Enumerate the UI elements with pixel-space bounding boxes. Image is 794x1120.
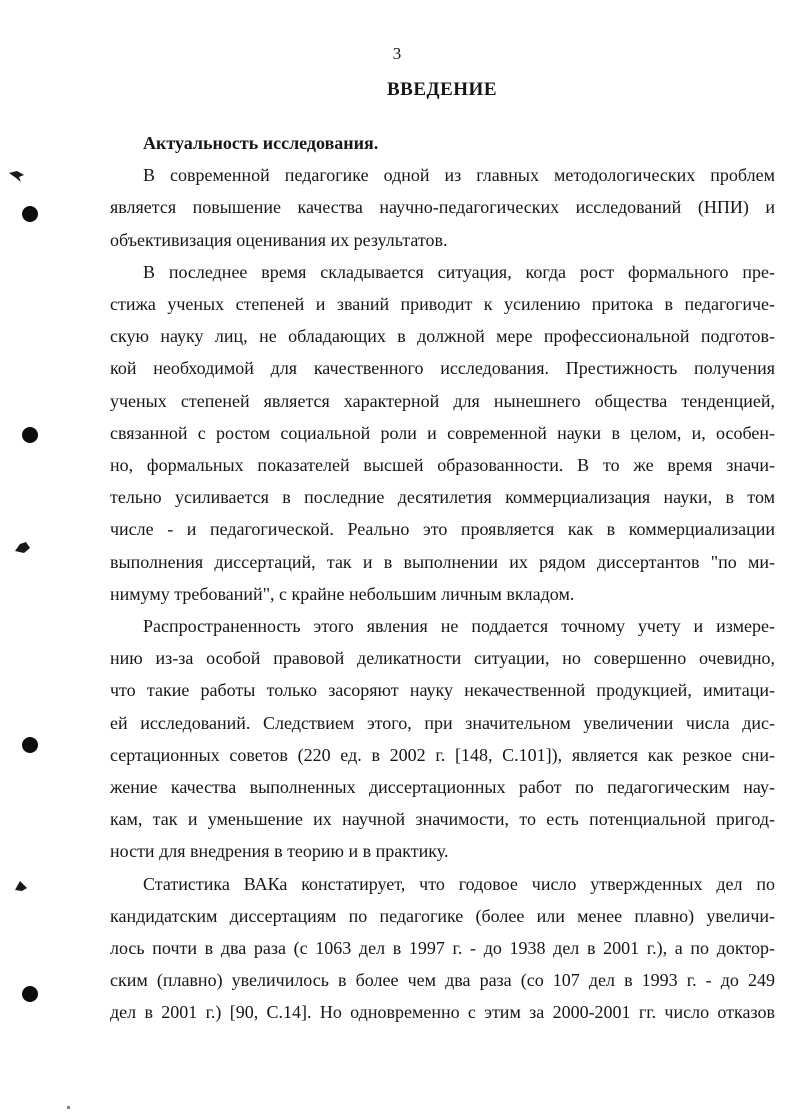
text-line: ей исследований. Следствием этого, при значительном увеличении числа дис- — [110, 712, 775, 733]
text-line: тельно усиливается в последние десятилетия коммерциализация науки, в том — [110, 487, 775, 508]
paragraph-2 — [110, 256, 775, 610]
text-line: лось почти в два раза (с 1063 дел в 1997 г. - до 1938 дел в 2001 г.), а по доктор- — [110, 938, 775, 959]
text-line: кой необходимой для качественного исследования. Престижность получения — [110, 358, 775, 379]
binder-hole-3 — [22, 737, 38, 753]
margin-mark-middle — [14, 541, 32, 560]
text-line: объективизация оценивания их результатов. — [110, 229, 448, 250]
text-line: является повышение качества научно-педагогических исследований (НПИ) и — [110, 197, 775, 218]
paragraph-4 — [110, 868, 775, 1029]
text-line: стижа ученых степеней и званий приводит к усилению притока в педагогиче- — [110, 294, 775, 315]
page-number: 3 — [392, 44, 402, 63]
text-line: выполнения диссертаций, так и в выполнении их рядом диссертантов "по ми- — [110, 551, 775, 572]
text-line: нию из-за особой правовой деликатности ситуации, но совершенно очевидно, — [110, 648, 775, 669]
text-line: Статистика ВАКа констатирует, что годовое число утвержденных дел по — [143, 873, 775, 894]
text-line: связанной с ростом социальной роли и современной науки в целом, и, особен- — [110, 422, 775, 443]
text-line: числе - и педагогической. Реально это проявляется как в коммерциализации — [110, 519, 775, 540]
binder-hole-1 — [22, 206, 38, 222]
text-line: но, формальных показателей высшей образованности. В то же время значи- — [110, 455, 775, 476]
text-line: нимуму требований", с крайне небольшим личным вкладом. — [110, 583, 575, 604]
text-line: сертационных советов (220 ед. в 2002 г. [148, С.101]), является как резкое сни- — [110, 744, 775, 765]
text-line: ским (плавно) увеличилось в более чем два раза (со 107 дел в 1993 г. - до 249 — [110, 970, 775, 991]
text-line: ности для внедрения в теорию и в практику. — [110, 841, 449, 862]
text-line: В современной педагогике одной из главных методологических проблем — [143, 165, 775, 186]
paragraph-1 — [110, 159, 775, 256]
margin-mark-lower — [13, 879, 29, 897]
text-line: дел в 2001 г.) [90, С.14]. Но одновременно с этим за 2000-2001 гг. число отказов — [110, 1002, 775, 1023]
text-line: жение качества выполненных диссертационных работ по педагогическим нау- — [110, 777, 775, 798]
scan-speck — [67, 1106, 70, 1109]
body-text — [110, 127, 775, 1029]
text-line: кандидатским диссертациям по педагогике (более или менее плавно) увеличи- — [110, 905, 775, 926]
page-title: ВВЕДЕНИЕ — [387, 79, 497, 100]
text-line: ученых степеней является характерной для нынешнего общества тенденцией, — [110, 390, 775, 411]
paragraph-3 — [110, 610, 775, 868]
section-heading: Актуальность исследования. — [143, 133, 379, 153]
text-line: В последнее время складывается ситуация, когда рост формального пре- — [143, 261, 775, 282]
text-line: Распространенность этого явления не поддается точному учету и измере- — [143, 616, 775, 637]
text-line: что такие работы только засоряют науку некачественной продукцией, имитаци- — [110, 680, 775, 701]
text-line: скую науку лиц, не обладающих в должной мере профессиональной подготов- — [110, 326, 775, 347]
text-line: кам, так и уменьшение их научной значимости, то есть потенциальной пригод- — [110, 809, 775, 830]
binder-hole-4 — [22, 986, 38, 1002]
margin-mark-top — [8, 169, 26, 188]
binder-hole-2 — [22, 427, 38, 443]
